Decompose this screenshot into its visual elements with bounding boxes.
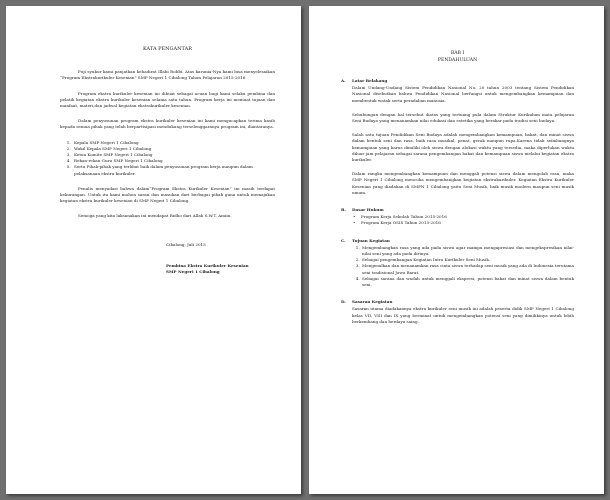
- section-sasaran-kegiatan: [341, 299, 574, 325]
- objectives-list: [352, 245, 574, 288]
- list-item: 1. Kepala SMP Negeri 1 Cibalong: [72, 140, 275, 146]
- sign-school: SMP Negeri 1 Cibalong: [166, 269, 220, 275]
- section-heading-text: Dasar Hukum: [352, 207, 384, 213]
- section-heading-text: Tujuan Kegiatan: [352, 237, 390, 243]
- page-title: KATA PENGANTAR: [143, 46, 192, 52]
- section-heading: [341, 299, 574, 305]
- list-item: 2. Sebagai pengembangan Kegiatan Intra Kurikuler Seni Musik.: [361, 257, 574, 263]
- paragraph: Semoga yang kita laksanakan ini mendapat Ridho dari Allah S.W.T. Amiin.: [78, 213, 232, 219]
- list-item: 3. Ketua Komite SMP Negeri 1 Cibalong: [72, 152, 275, 158]
- legal-basis-list: [352, 214, 574, 226]
- sign-title: Pembina Ekstra Kurikuler Kesenian: [166, 262, 249, 268]
- section-tujuan-kegiatan: [341, 238, 574, 289]
- section-letter: D.: [341, 299, 346, 305]
- paragraph: Sehubungan dengan hal tersebut diatas yang tertuang pula dalam Struktur Kurikulum mata pelajaran Seni Budaya yang menanamkan nilai edukasi dan estetika yang berakar pada tradisi seni budaya.: [352, 111, 574, 124]
- section-heading: [341, 78, 574, 84]
- list-item: • Program Kerja OSIS Tahun 2015-2016: [352, 220, 574, 226]
- chapter-number: BAB I: [450, 51, 465, 56]
- sign-place-date: Cibalong, Juli 2015: [166, 241, 206, 247]
- signature-block: [166, 242, 275, 276]
- section-heading: [341, 207, 574, 213]
- document-page-kata-pengantar: [6, 6, 301, 494]
- list-item: 4. Sebagai sarana dan wadah untuk menggali ekspresi, potensi bakat dan minat siswa dalam bentuk seni.: [361, 276, 574, 288]
- paragraph: Salah satu tujuan Pendidikan Seni Budaya adalah mengembangkan kemampuan, bakat, dan minat siswa dalam bentuk seni dan rasa, baik rasa musikal, penat, gerak maupun rupa.Karena tidak seimbangnya kemampuan yang harus dimiliki oleh siswa dengan alokasi waktu yang tersedia, maka diperlukan waktu diluar jam pelajaran sebagai sarana pengembangan bakat dan kemampuan siswa melalui kegiatan ekstra kurikuler.: [352, 132, 574, 163]
- section-letter: A.: [341, 78, 346, 83]
- paragraph: Dalam penyusunan program ekstra kurikuler kesenian ini kami mengucapkan terima kasih kepada semua pihak yang telah berpartisipasi mendukung terselenggaranya program ini, diantaranya.: [60, 118, 275, 130]
- section-heading-text: Sasaran Kegiatan: [352, 299, 393, 305]
- section-heading-text: Latar Belakang: [352, 78, 388, 83]
- list-item: 4. Rekan-rekan Guru SMP Negeri 1 Cibalong: [72, 158, 275, 164]
- list-item: 1. Mengembangkan rasa yang ada pada siswa agar mampu mengapresiasi dan mengekspresikan nilai-nilai seni yang ada pada dirinya.: [361, 245, 574, 257]
- list-item: 3. Mengenalkan dan menanamkan rasa cinta siswa terhadap seni musik yang ada di Indonesia terutama seni tradisional Jawa Barat.: [361, 263, 574, 275]
- section-letter: B.: [341, 207, 346, 213]
- list-item: 5. Serta Pihak-pihak yang terlibat baik dalam penyusunan program kerja maupun dalam pelaksanaan ekstra kurikuler.: [72, 164, 275, 176]
- chapter-title: PENDAHULUAN: [437, 58, 478, 63]
- list-item: 2. Wakil Kepala SMP Negeri 1 Cibalong: [72, 146, 275, 152]
- section-latar-belakang: [341, 78, 574, 196]
- section-dasar-hukum: [341, 207, 574, 227]
- section-heading: [341, 238, 574, 244]
- paragraph: Dalam rangka mengembangkan kemampuan dan menggali potensi siswa dalam mengolah rasa, maka SMP Negeri 1 Cibalong mencoba mengembangkan kegiatan ekstrakurikuler. Kegiatan Ekstra Kurikuler Kesenian yang diadakan di SMPN 1 Cibalong yaitu Seni Musik, baik musik modern maupun seni musik umum.: [352, 171, 574, 195]
- paragraph: Puji syukur kami panjatkan kehadirat Illahi Robbi. Atas karunia-Nya kami bisa menyelesaikan “Program Ekstrakurikuler Kesenian” SMP Negeri 1 Cibalong Tahun Pelajaran 2015-2016.: [60, 69, 275, 81]
- paragraph: Program ekstra kurikuler kesenian ini dibuat sebagai acuan bagi kami selaku pembina dan pelatih kegiatan ekstra kurikuler kesenian selama satu tahun. Program kerja ini memuat tujuan dan manfaat, materi,dan jadwal kegiatan ekstrakurikuler kesenian.: [60, 90, 275, 109]
- document-page-bab-1: [309, 6, 604, 494]
- paragraph: Sasaran utama diadakannya ekstra kurikuler seni musik ini adalah peserta didik SMP Negeri 1 Cibalong kelas VII, VIII dan IX yang berminat untuk mengembangkan potensi seni yang dimilikinya untuk lebih berkembang dan berdaya saing.: [352, 306, 574, 324]
- paragraph: Penulis menyadari bahwa dalam“Program Ekstra Kurikuler Kesenian” ini masih terdapat kekurangan. Untuk itu kami mohon saran dan masukan dari berbagai pihak guna untuk memajukan kegiatan ekstra kurikuler kesenian di SMP Negeri 1 Cibalong.: [60, 185, 275, 204]
- section-letter: C.: [341, 237, 346, 243]
- list-item: • Program Kerja Sekolah Tahun 2015-2016: [352, 214, 574, 220]
- thanks-list: [60, 140, 275, 177]
- paragraph: Dalam Undang-Undang Sistem Pendidikan Nasional No. 20 tahun 2003 tentang Sistem Pendidikan Nasional disebutkan bahwa Pendidikan Nasional berfungsi untuk mengembangkan kemampuan dan membentuk watak serta peradaban manusia.: [352, 85, 574, 103]
